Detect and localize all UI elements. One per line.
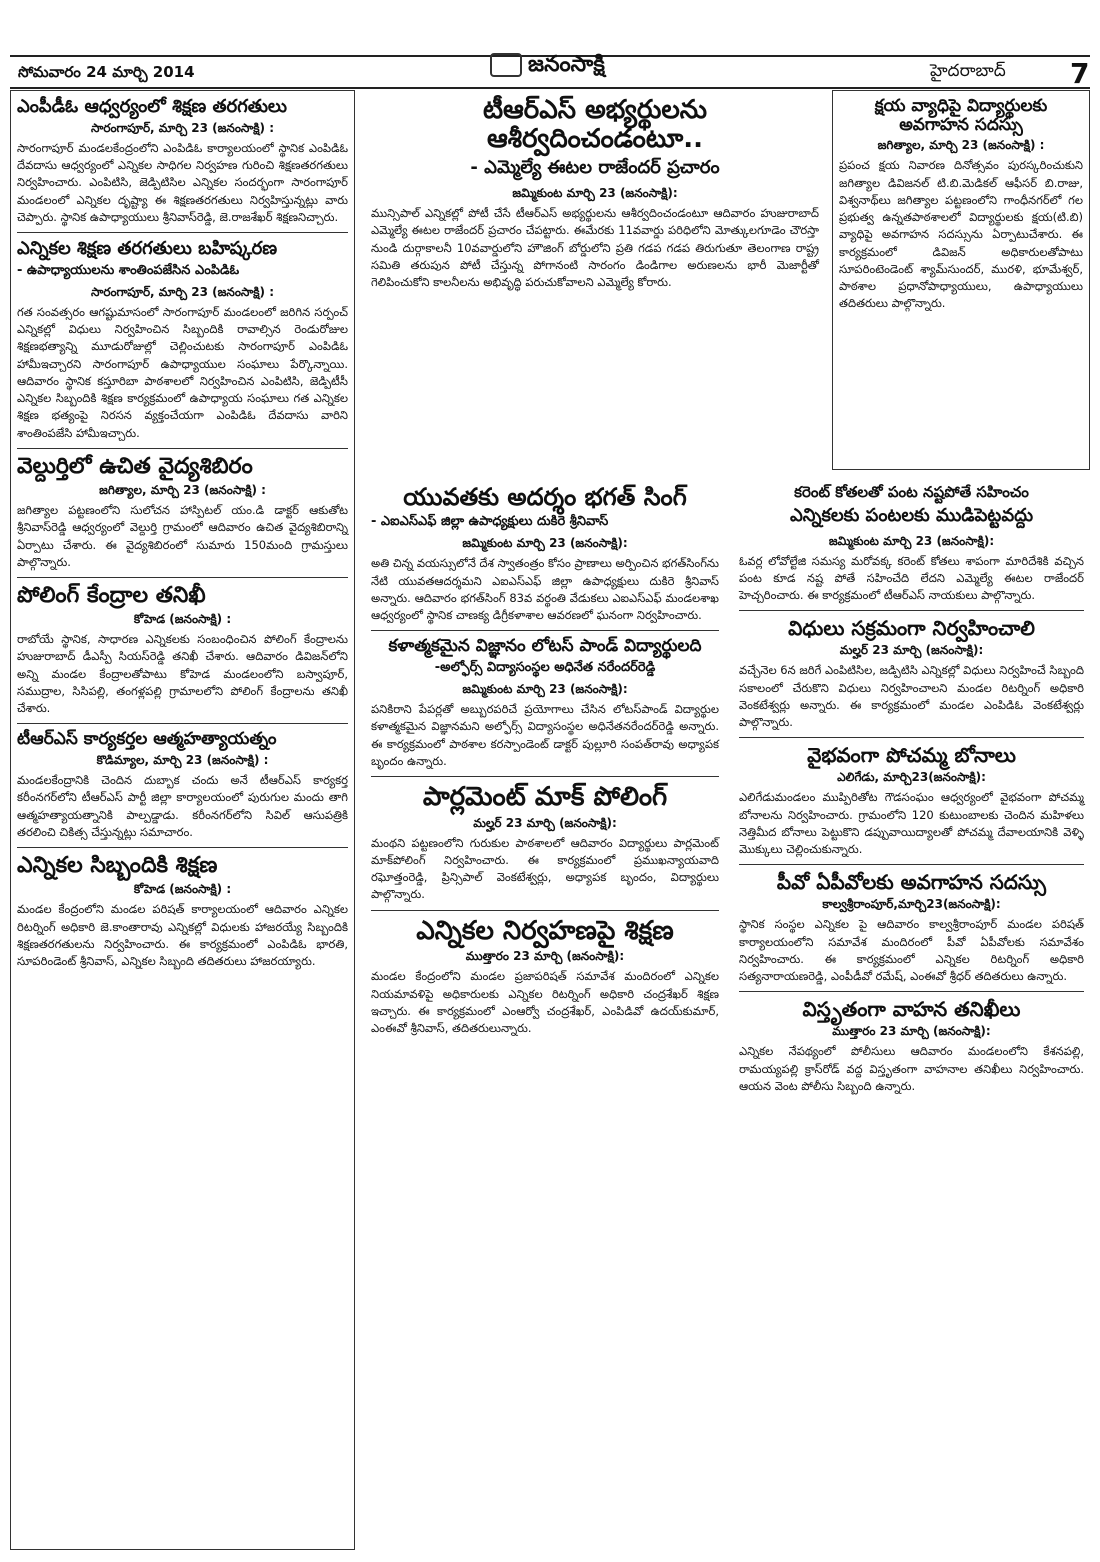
article-dateline: జమ్మికుంట మార్చి 23 (జనంసాక్షి):	[828, 533, 995, 548]
article	[17, 854, 348, 970]
article-headline: విస్తృతంగా వాహన తనిఖీలు	[802, 997, 1021, 1022]
article-body: సారంగాపూర్ మండలకేంద్రంలోని ఎంపిడిఓ కార్యాలయంలో స్థానిక ఎంపిడిఓ దేవదాసు ఆధ్వర్యంలో ఎన్నికల సాధిగల నిర్వహణ గురించి శిక్షణతరగతులు నిర్వహించారు. ఎంపిటిసి, జెడ్పిటిసిల ఎన్నికల సందర్భంగా సారంగాపూర్ మండలంలో ఎన్నికల దృష్ట్యా ఈ శిక్షణతరగతులు నిర్వహిస్తున్నట్లు వారు చెప్పారు. స్థానిక ఉపాధ్యాయులు శ్రీనివాస్‌రెడ్డి, జె.రాజశేఖర్ శిక్షణనిచ్చారు.	[17, 140, 348, 224]
article-headline: ఎన్నికల సిబ్బందికి శిక్షణ	[17, 853, 218, 879]
article	[17, 239, 348, 442]
article-body: జగిత్యాల పట్టణంలోని సులోచన హాస్పిటల్ యం.డి డాక్టర్ ఆకుతోట శ్రీనివాస్‌రెడ్డి ఆధ్వర్యంలో వెల్దుర్తి గ్రామంలో ఆదివారం ఉచిత వైద్యశిబిరాన్ని ఏర్పాటు చేశారు. ఈ వైద్యశిబిరంలో సుమారు 150మంది గ్రామస్తులు పాల్గొన్నారు.	[17, 503, 348, 569]
article-body: గత సంవత్సరం ఆగష్టుమాసంలో సారంగాపూర్ మండలంలో జరిగిన సర్పంచ్ ఎన్నికల్లో విధులు నిర్వహించిన సిబ్బందికి రావాల్సిన రెండురోజుల శిక్షణభత్యాన్ని మూడురోజుల్లో చెల్లించుటకు సారంగాపూర్ ఎంపిడిఓ హామీఇచ్చారని సారంగాపూర్ ఉపాధ్యాయుల సంఘాలు పేర్కొన్నాయి. ఆదివారం స్థానిక కస్తూరిబా పాఠశాలలో నిర్వహించిన ఎంపిటిసి, జెడ్పిటీసీ ఎన్నికల సిబ్బందికి శిక్షణ కార్యక్రమంలో ఉపాధ్యాయ సంఘాలు గత ఎన్నికల శిక్షణ భత్యంపై నిరసన వ్యక్తంచేయగా ఎంపిడిఓ దేవదాసు వారిని శాంతింపజేసి హామీఇచ్చారు.	[17, 304, 348, 440]
article	[739, 871, 1084, 985]
article-headline: క్షయ వ్యాధిపై విద్యార్థులకు అవగాహన సదస్సు	[874, 96, 1048, 135]
article-dateline: ముత్తారం 23 మార్చి (జనంసాక్షి):	[832, 1024, 991, 1039]
article	[371, 637, 719, 770]
article-dateline: కొడిమ్యాల, మార్చి 23 (జనంసాక్షి) :	[96, 753, 269, 768]
article-dateline: జమ్మికుంట మార్చి 23 (జనంసాక్షి):	[462, 682, 628, 697]
article-headline: పోలింగ్ కేంద్రాల తనిఖీ	[17, 583, 206, 609]
newspaper-logo	[490, 52, 605, 82]
article-headline: టీఆర్ఎస్ అభ్యర్థులను ఆశీర్వదించండంటూ..	[482, 95, 708, 154]
article-subhead: -అల్ఫోర్స్ విద్యాసంస్థల అధినేత నరేందర్‌రెడ్డి	[434, 660, 656, 676]
logo-text: జనంసాక్షి	[528, 52, 605, 77]
article-dateline: సారంగాపూర్, మార్చి 23 (జనంసాక్షి) :	[90, 120, 275, 135]
article	[17, 97, 348, 226]
article-dateline: కోహెడ (జనంసాక్షి) :	[133, 882, 232, 897]
article-dateline: జమ్మికుంట మార్చి 23 (జనంసాక్షి):	[462, 536, 628, 551]
article-headline: టీఆర్ఎస్ కార్యకర్తల ఆత్మహత్యాయత్నం	[17, 729, 277, 750]
article	[739, 744, 1084, 858]
article	[739, 484, 1084, 604]
middle-column	[365, 478, 725, 1553]
article	[17, 730, 348, 841]
article-dateline: ముత్తారం 23 మార్చి (జనంసాక్షి):	[465, 949, 625, 964]
lead-article	[365, 90, 825, 470]
article-body: రాబోయే స్థానిక, సాధారణ ఎన్నికలకు సంబంధించిన పోలింగ్ కేంద్రాలను హుజురాబాద్ డీఎస్పీ సియస్‌రెడ్డి తనిఖీ చేశారు. ఆదివారం డివిజన్‌లోని అన్ని మండల కేంద్రాలతోపాటు కోహెడ మండలంలోని బస్వాపూర్, సముద్రాల, సిసిపల్లి, తంగళ్లపల్లి గ్రామాలలోని పోలింగ్ కేంద్రాలను తనిఖీ చేశారు.	[17, 632, 348, 716]
page-number: 7	[1070, 57, 1090, 90]
article-dateline: జగిత్యాల, మార్చి 23 (జనంసాక్షి) :	[877, 138, 1045, 153]
article-headline: వైభవంగా పోచమ్మ బోనాలు	[807, 743, 1016, 768]
article	[371, 484, 719, 624]
article-dateline: ఎలిగేడు, మార్చి23(జనంసాక్షి):	[837, 770, 986, 785]
article	[371, 783, 719, 904]
article-headline: కళాత్మకమైన విజ్ఞానం లోటస్ పాండ్ విద్యార్థులది	[388, 636, 702, 657]
article-body: అతి చిన్న వయస్సులోనే దేశ స్వాతంత్రం కోసం ప్రాణాలు అర్పించిన భగత్‌సింగ్‌ను నేటి యువతఆదర్శమని ఎఐఎస్ఎఫ్ జిల్లా ఉపాధ్యక్షులు దుకిరె శ్రీనివాస్ అన్నారు. ఆదివారం భగత్‌సింగ్ 83వ వర్థంతి వేడుకలు ఎఐఎస్ఎఫ్ మండలశాఖ ఆధ్వర్యంలో స్థానిక చాణక్య డిగ్రీకళాశాల ఆవరణలో ఘనంగా నిర్వహించారు.	[371, 556, 719, 623]
article-body: మంథని పట్టణంలోని గురుకుల పాఠశాలలో ఆదివారం విద్యార్థులు పార్లమెంట్ మాక్‌పోలింగ్ నిర్వహించారు. ఈ కార్యక్రమంలో ప్రముఖన్యాయవాది రఘోత్తంరెడ్డి, ప్రిన్సిపాల్ వెంకటేశ్వర్లు, అధ్యాపక బృందం, విద్యార్థులు పాల్గొన్నారు.	[371, 835, 719, 902]
article	[371, 917, 719, 1038]
edition-city: హైదరాబాద్	[930, 61, 1006, 81]
article-body: ఎలిగేడుమండలం ముప్పిరితోట గౌడసంఘం ఆధ్వర్యంలో వైభవంగా పోచమ్మ బోనాలను నిర్వహించారు. గ్రామంలోని 120 కుటుంబాలకు చెందిన మహిళలు నెత్తిమీద బోనాలు పెట్టుకొని డప్పువాయిద్యాలతో పోచమ్మ దేవాలయానికి వెళ్ళి మొక్కులు చెల్లించుకున్నారు.	[739, 790, 1084, 856]
article-dateline: మల్హర్ 23 మార్చి (జనంసాక్షి):	[473, 815, 617, 830]
article-body: ఓవర్ల లోవోల్టేజి సమస్య మరోవక్క కరెంట్ కోతలు శాపంగా మారిదేశికి వచ్చిన పంట కూడ నష్ట పోతే సహించేది లేదని ఎమ్మెల్యే ఈటల రాజేందర్ హెచ్చరించారు. ఈ కార్యక్రమంలో టీఆర్ఎస్ నాయకులు పాల్గొన్నారు.	[739, 553, 1084, 602]
article-dateline: సారంగాపూర్, మార్చి 23 (జనంసాక్షి) :	[90, 284, 275, 299]
article-headline: ఎంపీడీఓ ఆధ్వర్యంలో శిక్షణ తరగతులు	[17, 96, 287, 117]
article	[739, 998, 1084, 1095]
article-headline: విధులు సక్రమంగా నిర్వహించాలి	[788, 616, 1035, 641]
article-body: మండల కేంద్రంలోని మండల పరిషత్ కార్యాలయంలో ఆదివారం ఎన్నికల రిటర్నింగ్ అధికారి జె.కాంతారావు ఎన్నికల్లో విధులకు హాజరయ్యే సిబ్బందికి శిక్షణతరగతులను నిర్వహించారు. ఈ కార్యక్రమంలో ఎంపిడిఓ భారతి, సూపరిండెంట్ శ్రీనివాస్, ఎన్నికల సిబ్బంది తదితరులు హాజరయ్యారు.	[17, 902, 348, 969]
article-dateline: జగిత్యాల, మార్చి 23 (జనంసాక్షి) :	[99, 483, 266, 498]
article-headline: పార్లమెంట్ మాక్ పోలింగ్	[422, 782, 668, 813]
left-column	[10, 90, 355, 1550]
logo-icon	[490, 53, 522, 77]
article	[17, 455, 348, 571]
article-dateline: కోహెడ (జనంసాక్షి) :	[133, 612, 232, 627]
article-body: ఎన్నికల నేపథ్యంలో పోలీసులు ఆదివారం మండలంలోని కేశనపల్లి, రామయ్యపల్లి క్రాస్‌రోడ్ వద్ద విస్తృతంగా వాహనాల తనిఖీలు నిర్వహించారు. ఆయన వెంట పోలీసు సిబ్బంది ఉన్నారు.	[739, 1044, 1084, 1093]
article-body: మండలకేంద్రానికి చెందిన దుబ్బాక చందు అనే టీఆర్ఎస్ కార్యకర్త కరీంనగర్‌లోని టీఆర్ఎస్ పార్టీ జిల్లా కార్యాలయంలో పురుగుల మందు తాగి ఆత్మహత్యాయత్నానికి పాల్పడ్డాడు. కరీంనగర్‌లోని సివిల్ ఆసుపత్రికి తరలించి చికిత్స చేస్తున్నట్లు సమాచారం.	[17, 773, 348, 839]
article-headline: యువతకు అదర్శం భగత్ సింగ్	[403, 483, 687, 511]
article-dateline: మల్హర్ 23 మార్చి (జనంసాక్షి):	[839, 643, 984, 658]
right-top-article	[832, 90, 1090, 470]
article-dateline: కాల్వశ్రీరాంపూర్,మార్చి23(జనంసాక్షి):	[822, 897, 1001, 912]
article-headline: ఎన్నికల శిక్షణ తరగతులు బహిష్కరణ	[17, 238, 278, 260]
article-headline: ఎన్నికల నిర్వహణపై శిక్షణ	[416, 915, 674, 946]
article-subhead: - ఎఐఎస్ఎఫ్ జిల్లా ఉపాధ్యక్షులు దుకిరె శ్రీనివాస్	[371, 514, 609, 530]
article-headline: కరెంట్ కోతలతో పంట నష్టపోతే సహించం	[794, 483, 1029, 501]
issue-date: సోమవారం 24 మార్చి 2014	[18, 63, 195, 81]
article-dateline: జమ్మికుంట మార్చి 23 (జనంసాక్షి):	[512, 186, 678, 201]
article-subhead: - ఎమ్మెల్యే ఈటల రాజేందర్ ప్రచారం	[470, 157, 720, 179]
article-body: వచ్చేనెల 6న జరిగే ఎంపిటిసిల, జడ్పిటిసి ఎన్నికల్లో విధులు నిర్వహించే సిబ్బంది సకాలంలో చేరుకొని విధులు నిర్వహించాలని మండల రిటర్నింగ్ అధికారి వెంకటేశ్వర్లు అన్నారు. ఈ కార్యక్రమంలో మండల ఎంపిడిఓ వెంకటేశ్వర్లు పాల్గొన్నారు.	[739, 663, 1084, 729]
right-column	[733, 478, 1090, 1553]
article-body: మండల కేంద్రంలోని మండల ప్రజాపరిషత్ సమావేశ మందిరంలో ఎన్నికల నియమావళిపై అధికారులకు ఎన్నికల రిటర్నింగ్ అధికారి చంద్రశేఖర్ శిక్షణ ఇచ్చారు. ఈ కార్యక్రమంలో ఎంఆర్వో చంద్రశేఖర్, ఎంపిడివో ఉదయ్‌కుమార్, ఎంఈవో శ్రీనివాస్, తదితరులున్నారు.	[371, 969, 719, 1036]
article-subhead: ఎన్నికలకు పంటలకు ముడిపెట్టవద్దు	[789, 504, 1034, 526]
article-body: ప్రపంచ క్షయ నివారణ దినోత్సవం పురస్కరించుకుని జగిత్యాల డివిజనల్ టి.బి.మెడికల్ ఆఫీసర్ బి.రాజు, విశ్వనాథ్‌లు జగిత్యాల పట్టణంలోని గాంధీనగర్‌లో గల ప్రభుత్వ ఉన్నతపాఠశాలలో విద్యార్థులకు క్షయ(టి.బి) వ్యాధిపై అవగాహన సదస్సును ఏర్పాటుచేశారు. ఈ కార్యక్రమంలో డివిజన్ అధికారులతోపాటు సూపరింటెండెంట్ శ్యామ్‌సుందర్, మురళి, భూమేశ్వర్, పాఠశాల ప్రధానోపాధ్యాయులు, ఉపాధ్యాయులు తదితరులు పాల్గొన్నారు.	[839, 158, 1083, 311]
article	[17, 584, 348, 717]
article-subhead: - ఉపాధ్యాయులను శాంతింపజేసిన ఎంపిడిఓ	[17, 262, 240, 278]
article-body: పనికిరాని పేపర్లతో అబ్బురపరిచే ప్రయోగాలు చేసిన లోటస్‌పాండ్ విద్యార్థుల కళాత్మకమైన విజ్ఞానమని అల్ఫోర్స్ విద్యాసంస్థల అధినేతనరేందర్‌రెడ్డి అన్నారు. ఈ కార్యక్రమంలో పాఠశాల కరస్పాండెంట్ డాక్టర్ పుల్లూరి సంపత్‌రావు అధ్యాపక బృందం ఉన్నారు.	[371, 702, 719, 768]
article-headline: వెల్దుర్తిలో ఉచిత వైద్యశిబిరం	[17, 453, 253, 479]
article-headline: పీవో ఏపీవోలకు అవగాహన సదస్సు	[776, 870, 1047, 895]
article-body: స్థానిక సంస్థల ఎన్నికల పై ఆదివారం కాల్వశ్రీరాంపూర్ మండల పరిషత్ కార్యాలయంలోని సమావేశ మందిరంలో పీవో ఏపీవోలకు సమావేశం నిర్వహించారు. ఈ కార్యక్రమంలో ఎన్నికల రిటర్నింగ్ అధికారి సత్యనారాయణరెడ్డి, ఎంపీడీవో రమేష్, ఎంఈవో శ్రీధర్ తదితరులు ఉన్నారు.	[739, 917, 1084, 983]
article	[739, 617, 1084, 731]
article-body: మున్సిపాల్ ఎన్నికల్లో పోటీ చేసే టీఆర్ఎస్ అభ్యర్థులను ఆశీర్వదించండంటూ ఆదివారం హుజురాబాద్ ఎమ్మెల్యే ఈటల రాజేందర్ ప్రచారం చేపట్టారు. ఈమేరకు 11వవార్డు పరిధిలోని మోత్కులగూడెం చౌరస్తా నుండి దుర్గాకాలనీ 10వవార్డులోని హౌజింగ్ బోర్డులోని ప్రతి గడప గడప తిరుగుతూ తెలంగాణ రాష్ట్ర సమితి తరుపున పోటీ చేస్తున్న పోగానంటి సారంగం డిండిగాల అరుణలను భారీ మెజార్టీతో గెలిపించుకోని కాలనీలను అభివృద్ధి పరుచుకోవాలని ఎమ్మెల్యే కోరారు.	[371, 206, 819, 290]
